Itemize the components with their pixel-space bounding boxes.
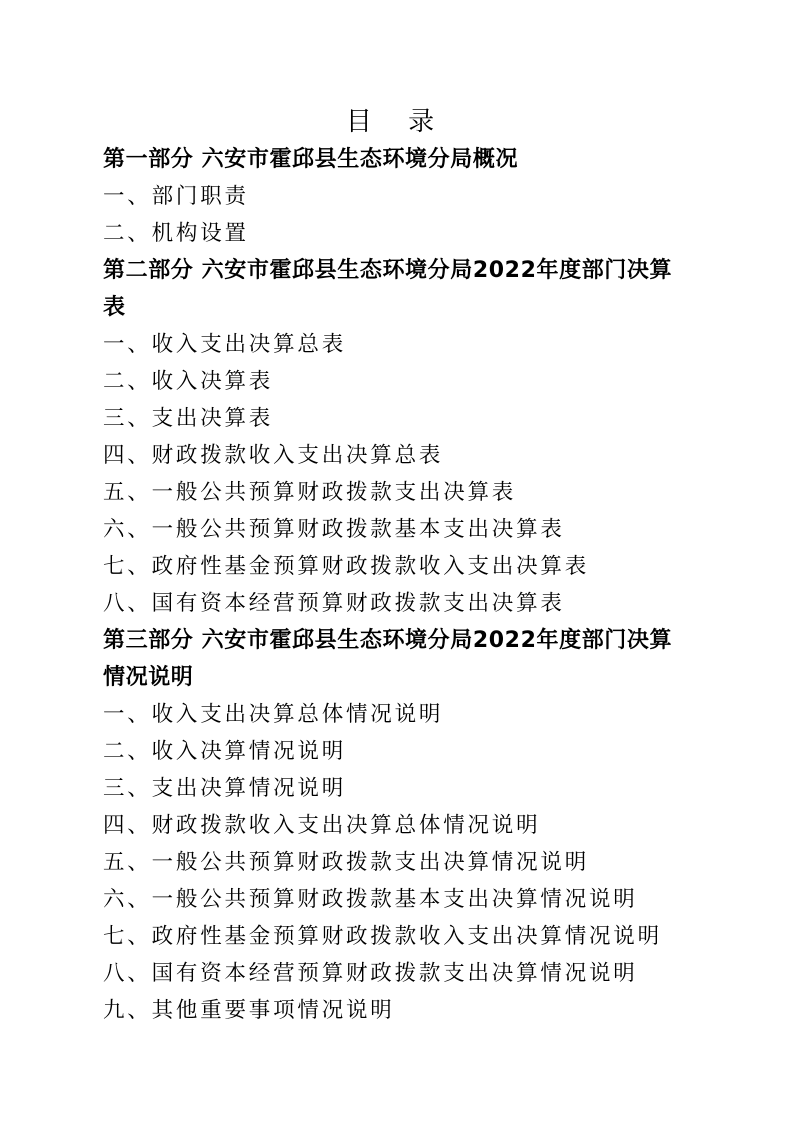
toc-item: 五、一般公共预算财政拨款支出决算表 [103, 480, 517, 505]
part-3-heading: 第三部分 六安市霍邱县生态环境分局2022年度部门决算 [103, 628, 673, 653]
toc-item: 六、一般公共预算财政拨款基本支出决算情况说明 [103, 887, 638, 912]
page-title: 目 录 [345, 107, 449, 137]
part-2-heading-continuation: 表 [103, 295, 126, 320]
toc-item: 四、财政拨款收入支出决算总体情况说明 [103, 813, 541, 838]
toc-item: 九、其他重要事项情况说明 [103, 998, 395, 1023]
part-2-heading: 第二部分 六安市霍邱县生态环境分局2022年度部门决算 [103, 258, 673, 283]
toc-item: 一、部门职责 [103, 184, 249, 209]
toc-item: 八、国有资本经营预算财政拨款支出决算情况说明 [103, 961, 638, 986]
toc-item: 四、财政拨款收入支出决算总表 [103, 443, 444, 468]
toc-item: 八、国有资本经营预算财政拨款支出决算表 [103, 591, 565, 616]
part-1-heading: 第一部分 六安市霍邱县生态环境分局概况 [103, 147, 519, 172]
toc-item: 七、政府性基金预算财政拨款收入支出决算情况说明 [103, 924, 662, 949]
toc-item: 六、一般公共预算财政拨款基本支出决算表 [103, 517, 565, 542]
toc-item: 三、支出决算表 [103, 406, 274, 431]
toc-item: 一、收入支出决算总体情况说明 [103, 702, 444, 727]
table-of-contents [103, 141, 723, 1029]
toc-item: 五、一般公共预算财政拨款支出决算情况说明 [103, 850, 590, 875]
toc-item: 七、政府性基金预算财政拨款收入支出决算表 [103, 554, 590, 579]
toc-item: 一、收入支出决算总表 [103, 332, 347, 357]
toc-item: 二、收入决算情况说明 [103, 739, 347, 764]
toc-item: 二、机构设置 [103, 221, 249, 246]
toc-item: 二、收入决算表 [103, 369, 274, 394]
toc-item: 三、支出决算情况说明 [103, 776, 347, 801]
part-3-heading-continuation: 情况说明 [103, 665, 194, 690]
